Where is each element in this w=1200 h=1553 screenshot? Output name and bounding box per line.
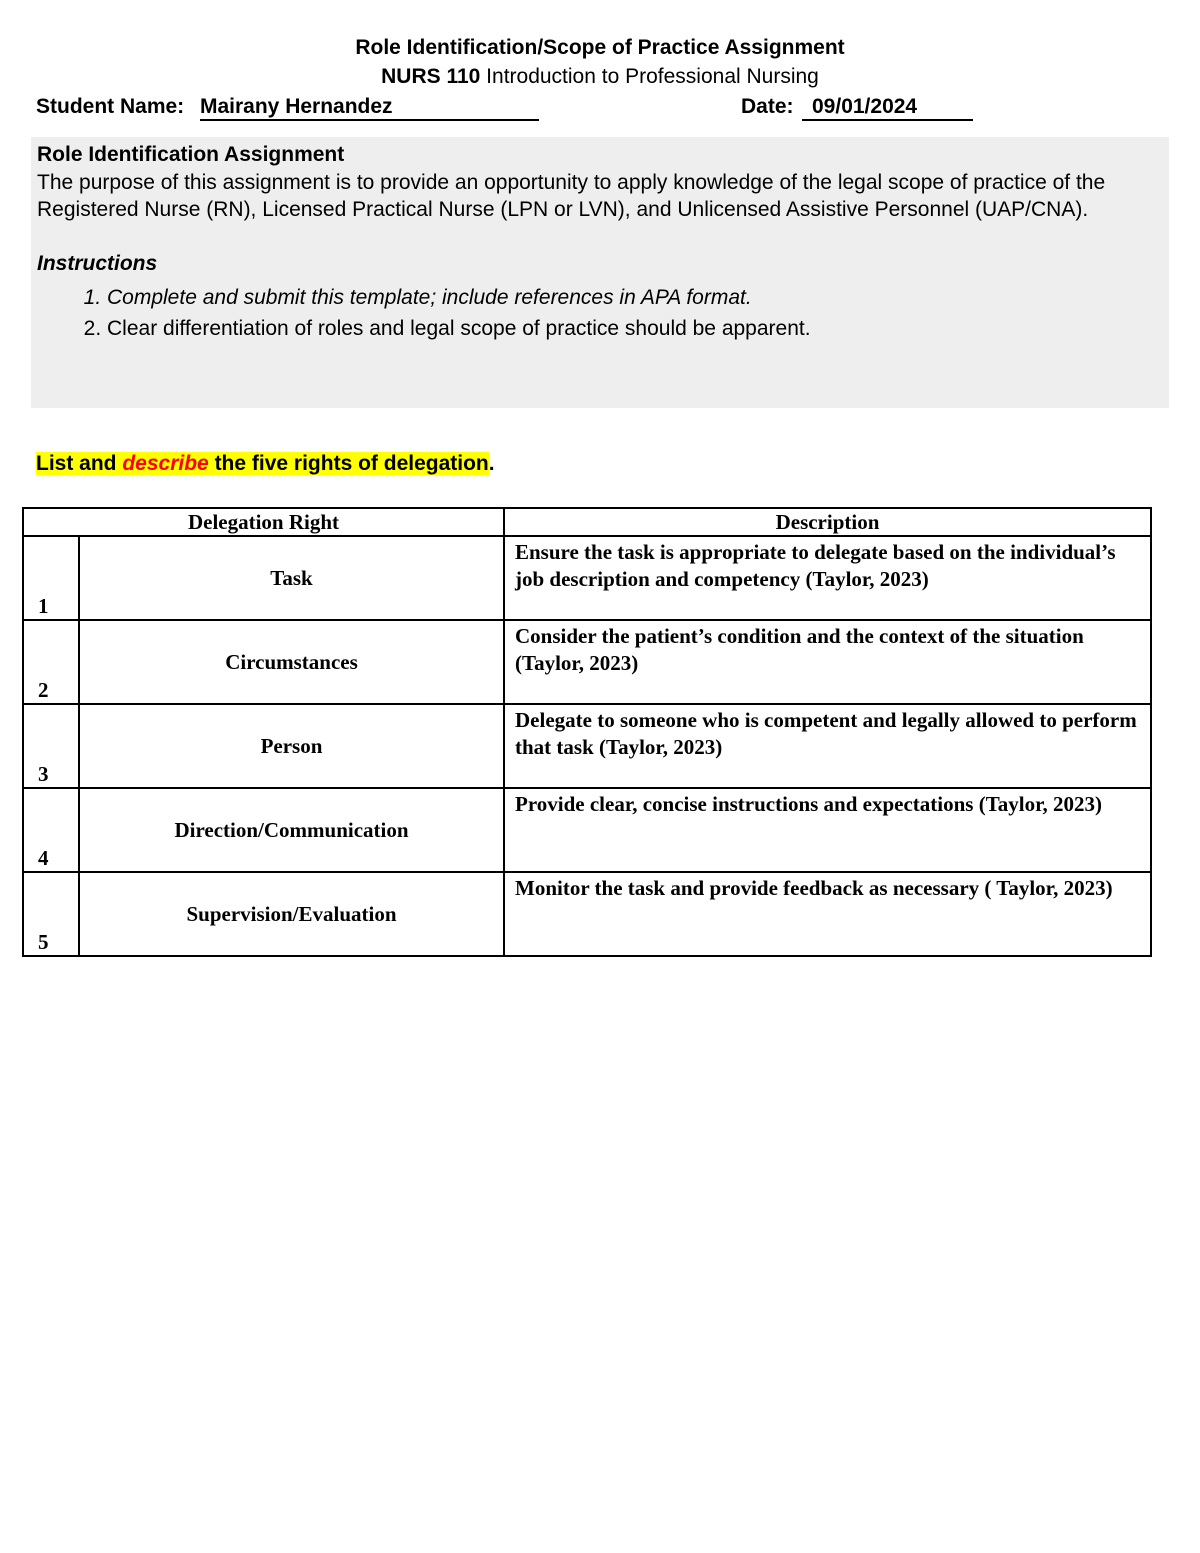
row-number: 2 <box>23 620 79 704</box>
course-name: Introduction to Professional Nursing <box>480 65 819 88</box>
table-row <box>23 788 1151 872</box>
assignment-info-box <box>31 137 1169 408</box>
column-header-delegation-right: Delegation Right <box>23 508 504 536</box>
column-header-description: Description <box>504 508 1151 536</box>
date-label: Date: <box>741 95 794 118</box>
assignment-heading: Role Identification Assignment <box>37 143 345 166</box>
delegation-heading-emphasis: describe <box>122 452 209 475</box>
delegation-heading-highlight <box>36 452 489 475</box>
delegation-right: Task <box>79 536 504 620</box>
table-row <box>23 872 1151 956</box>
course-line <box>0 65 1200 89</box>
table-row <box>23 536 1151 620</box>
instruction-item: 2. Clear differentiation of roles and legal scope of practice should be apparent. <box>107 313 1163 344</box>
instructions-heading: Instructions <box>37 252 158 275</box>
row-number: 5 <box>23 872 79 956</box>
delegation-description: Consider the patient’s condition and the context of the situation (Taylor, 2023) <box>504 620 1151 704</box>
assignment-purpose: The purpose of this assignment is to provide an opportunity to apply knowledge of the legal scope of practice of the Registered Nurse (RN), Licensed Practical Nurse (LPN or LVN), and Unlicensed Assistive Personnel (UAP/CNA). <box>37 171 1106 221</box>
instructions-list <box>37 282 1163 344</box>
delegation-description: Monitor the task and provide feedback as necessary ( Taylor, 2023) <box>504 872 1151 956</box>
delegation-heading-text: the five rights of delegation <box>208 452 489 475</box>
delegation-right: Person <box>79 704 504 788</box>
delegation-description: Provide clear, concise instructions and expectations (Taylor, 2023) <box>504 788 1151 872</box>
delegation-rights-table <box>22 507 1152 957</box>
delegation-heading <box>36 452 495 476</box>
table-row <box>23 620 1151 704</box>
document-title: Role Identification/Scope of Practice Assignment <box>355 36 845 59</box>
delegation-right: Supervision/Evaluation <box>79 872 504 956</box>
table-header-row <box>23 508 1151 536</box>
table-row <box>23 704 1151 788</box>
date-value: 09/01/2024 <box>802 95 973 121</box>
delegation-description: Delegate to someone who is competent and legally allowed to perform that task (Taylor, 2023) <box>504 704 1151 788</box>
delegation-description: Ensure the task is appropriate to delegate based on the individual’s job description and competency (Taylor, 2023) <box>504 536 1151 620</box>
row-number: 3 <box>23 704 79 788</box>
course-code: NURS 110 <box>381 65 481 88</box>
delegation-heading-text: List and <box>36 452 123 475</box>
delegation-right: Circumstances <box>79 620 504 704</box>
row-number: 1 <box>23 536 79 620</box>
row-number: 4 <box>23 788 79 872</box>
instruction-item: 1. Complete and submit this template; include references in APA format. <box>107 282 1163 313</box>
delegation-right: Direction/Communication <box>79 788 504 872</box>
delegation-heading-period: . <box>488 452 495 475</box>
student-name-label: Student Name: <box>36 95 185 118</box>
student-name-value: Mairany Hernandez <box>200 95 539 121</box>
